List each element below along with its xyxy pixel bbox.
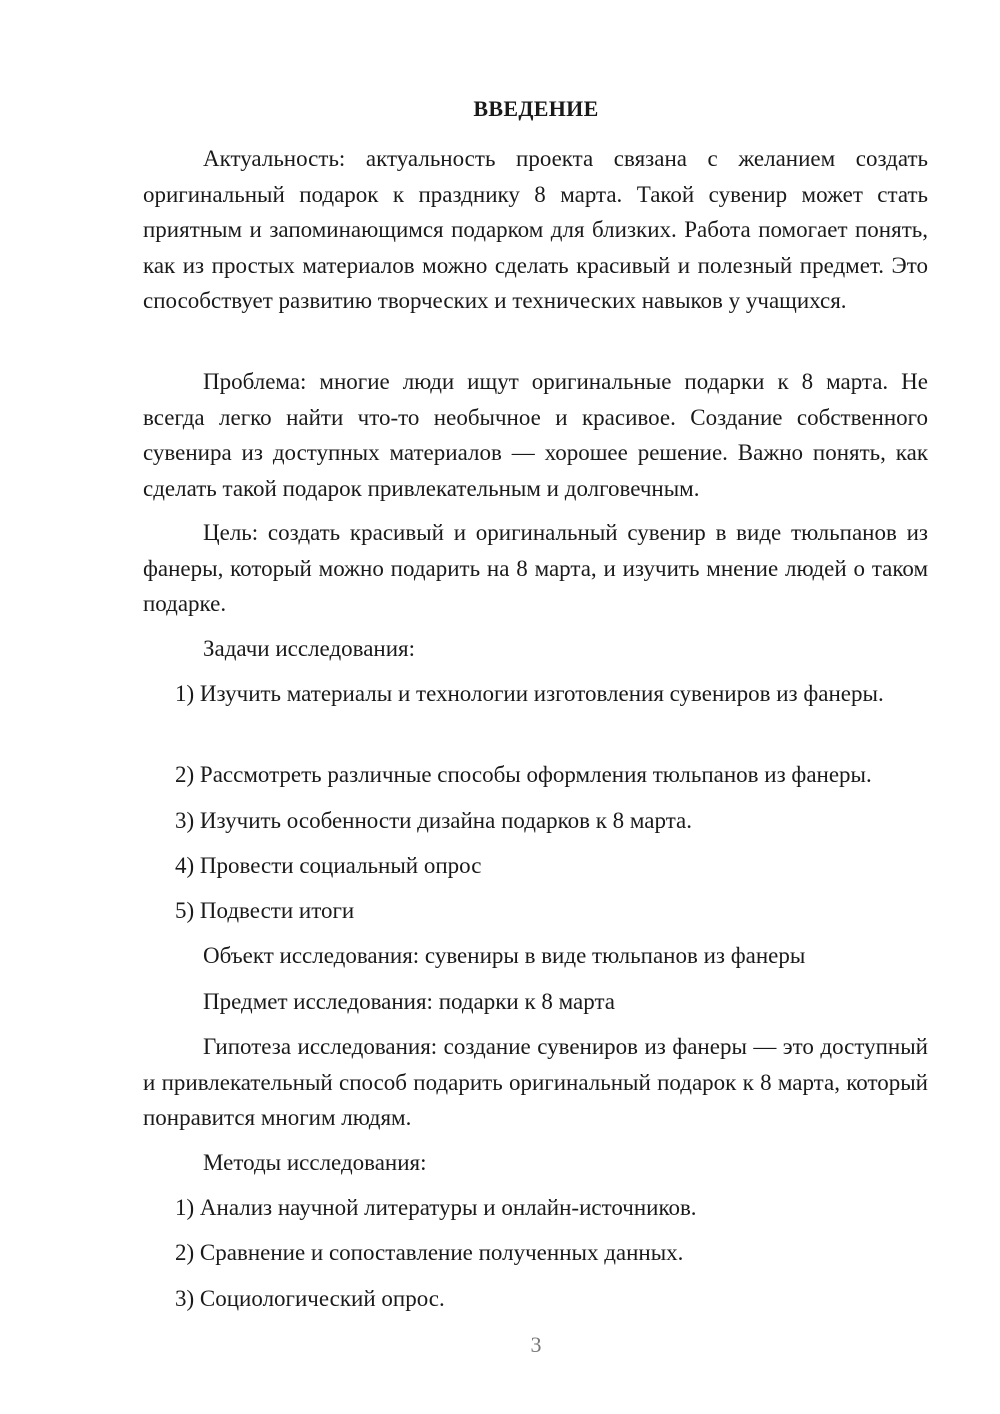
tasks-title: Задачи исследования: xyxy=(203,636,416,661)
task-item: 4) Провести социальный опрос xyxy=(175,853,482,878)
hypothesis-paragraph: Гипотеза исследования: создание сувениров из фанеры — это доступный и привлекательный способ подарить оригинальный подарок к 8 марта, который понравится многим людям. xyxy=(143,1034,928,1130)
method-item: 1) Анализ научной литературы и онлайн-источников. xyxy=(175,1195,697,1220)
task-item: 3) Изучить особенности дизайна подарков к 8 марта. xyxy=(175,808,693,833)
method-item: 2) Сравнение и сопоставление полученных данных. xyxy=(175,1240,684,1265)
method-item: 3) Социологический опрос. xyxy=(175,1286,445,1311)
relevance-paragraph: Актуальность: актуальность проекта связана с желанием создать оригинальный подарок к празднику 8 марта. Такой сувенир может стать приятным и запоминающимся подарком для близких. Работа помогает понять, как из простых материалов можно сделать красивый и полезный предмет. Это способствует развитию творческих и технических навыков у учащихся. xyxy=(143,146,928,313)
subject-paragraph: Предмет исследования: подарки к 8 марта xyxy=(203,989,616,1014)
object-paragraph: Объект исследования: сувениры в виде тюльпанов из фанеры xyxy=(203,943,806,968)
goal-paragraph: Цель: создать красивый и оригинальный сувенир в виде тюльпанов из фанеры, который можно подарить на 8 марта, и изучить мнение людей о таком подарке. xyxy=(143,520,928,616)
task-item: 2) Рассмотреть различные способы оформления тюльпанов из фанеры. xyxy=(175,762,872,787)
task-item: 5) Подвести итоги xyxy=(175,898,355,923)
page-number: 3 xyxy=(530,1332,542,1357)
problem-paragraph: Проблема: многие люди ищут оригинальные подарки к 8 марта. Не всегда легко найти что-то необычное и красивое. Создание собственного сувенира из доступных материалов — хорошее решение. Важно понять, как сделать такой подарок привлекательным и долговечным. xyxy=(143,369,928,501)
methods-title: Методы исследования: xyxy=(203,1150,427,1175)
page-heading: ВВЕДЕНИЕ xyxy=(473,96,599,121)
task-item: 1) Изучить материалы и технологии изготовления сувениров из фанеры. xyxy=(175,681,884,706)
